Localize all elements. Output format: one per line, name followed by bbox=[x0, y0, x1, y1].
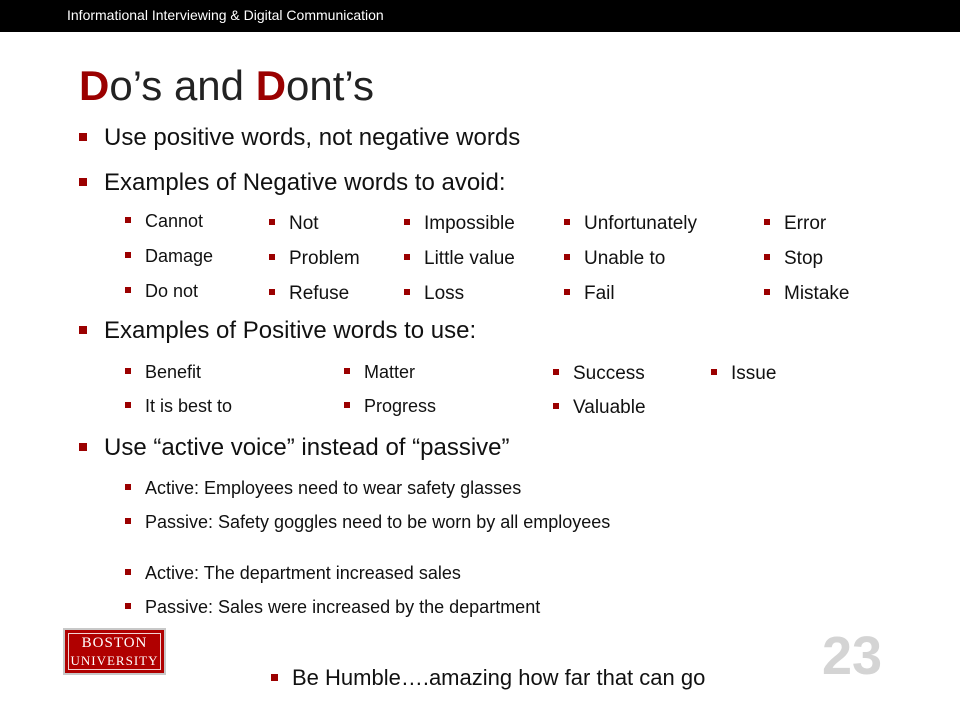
title-part: o’s and bbox=[109, 62, 256, 109]
positive-word: Progress bbox=[344, 396, 436, 417]
bullet-square-icon bbox=[764, 289, 770, 295]
bullet-square-icon bbox=[79, 133, 87, 141]
bullet-square-icon bbox=[553, 403, 559, 409]
bullet-negative-examples bbox=[79, 169, 506, 197]
positive-word: Valuable bbox=[553, 397, 646, 419]
title-part: ont’s bbox=[286, 62, 374, 109]
bullet-square-icon bbox=[271, 674, 278, 681]
bullet-square-icon bbox=[269, 219, 275, 225]
bullet-active-voice bbox=[79, 434, 510, 462]
bullet-square-icon bbox=[269, 254, 275, 260]
bullet-square-icon bbox=[79, 178, 87, 186]
bullet-square-icon bbox=[553, 369, 559, 375]
bullet-square-icon bbox=[564, 289, 570, 295]
negative-word: Error bbox=[764, 213, 826, 235]
voice-example: Active: The department increased sales bbox=[125, 563, 461, 584]
bullet-square-icon bbox=[125, 287, 131, 293]
negative-word: Unable to bbox=[564, 248, 665, 270]
bullet-text: Use “active voice” instead of “passive” bbox=[104, 434, 510, 461]
bullet-square-icon bbox=[564, 254, 570, 260]
negative-word: Stop bbox=[764, 248, 823, 270]
negative-word: Problem bbox=[269, 248, 360, 270]
voice-example: Passive: Sales were increased by the department bbox=[125, 597, 540, 618]
bullet-square-icon bbox=[269, 289, 275, 295]
boston-university-logo bbox=[63, 628, 166, 675]
positive-word: It is best to bbox=[125, 396, 232, 417]
header-bar bbox=[0, 0, 960, 32]
bullet-square-icon bbox=[79, 443, 87, 451]
bullet-text: Use positive words, not negative words bbox=[104, 124, 521, 151]
bullet-square-icon bbox=[125, 484, 131, 490]
bullet-square-icon bbox=[404, 254, 410, 260]
bullet-square-icon bbox=[764, 254, 770, 260]
bullet-text: Examples of Negative words to avoid: bbox=[104, 169, 506, 196]
slide-title bbox=[79, 62, 374, 110]
negative-word: Do not bbox=[125, 281, 198, 302]
page-number: 23 bbox=[822, 626, 883, 686]
footer-bullet: Be Humble….amazing how far that can go bbox=[271, 665, 705, 691]
negative-word: Little value bbox=[404, 248, 515, 270]
voice-example: Passive: Safety goggles need to be worn by all employees bbox=[125, 512, 610, 533]
bullet-square-icon bbox=[564, 219, 570, 225]
bullet-square-icon bbox=[764, 219, 770, 225]
header-text: Informational Interviewing & Digital Communication bbox=[67, 7, 384, 23]
negative-word: Fail bbox=[564, 283, 615, 305]
bullet-square-icon bbox=[125, 368, 131, 374]
positive-word: Issue bbox=[711, 363, 776, 385]
bullet-square-icon bbox=[125, 569, 131, 575]
positive-word: Success bbox=[553, 363, 645, 385]
bullet-positive-words bbox=[79, 124, 520, 152]
bullet-square-icon bbox=[344, 368, 350, 374]
positive-word: Benefit bbox=[125, 362, 201, 383]
negative-word: Impossible bbox=[404, 213, 515, 235]
bullet-square-icon bbox=[125, 402, 131, 408]
bullet-square-icon bbox=[344, 402, 350, 408]
bullet-square-icon bbox=[125, 252, 131, 258]
negative-word: Damage bbox=[125, 246, 213, 267]
title-initial-d: D bbox=[79, 62, 110, 109]
bullet-square-icon bbox=[125, 518, 131, 524]
bullet-square-icon bbox=[79, 326, 87, 334]
voice-example: Active: Employees need to wear safety glasses bbox=[125, 478, 521, 499]
bullet-square-icon bbox=[404, 219, 410, 225]
negative-word: Cannot bbox=[125, 211, 203, 232]
negative-word: Refuse bbox=[269, 283, 349, 305]
negative-word: Loss bbox=[404, 283, 464, 305]
bullet-square-icon bbox=[711, 369, 717, 375]
title-initial-d: D bbox=[255, 62, 287, 109]
negative-word: Not bbox=[269, 213, 319, 235]
bullet-positive-examples bbox=[79, 317, 476, 345]
negative-word: Unfortunately bbox=[564, 213, 697, 235]
positive-word: Matter bbox=[344, 362, 415, 383]
logo-line2: UNIVERSITY bbox=[70, 653, 159, 668]
bullet-square-icon bbox=[125, 603, 131, 609]
bullet-square-icon bbox=[125, 217, 131, 223]
bullet-square-icon bbox=[404, 289, 410, 295]
negative-word: Mistake bbox=[764, 283, 849, 305]
logo-line1: BOSTON bbox=[81, 635, 148, 651]
bullet-text: Examples of Positive words to use: bbox=[104, 317, 477, 344]
